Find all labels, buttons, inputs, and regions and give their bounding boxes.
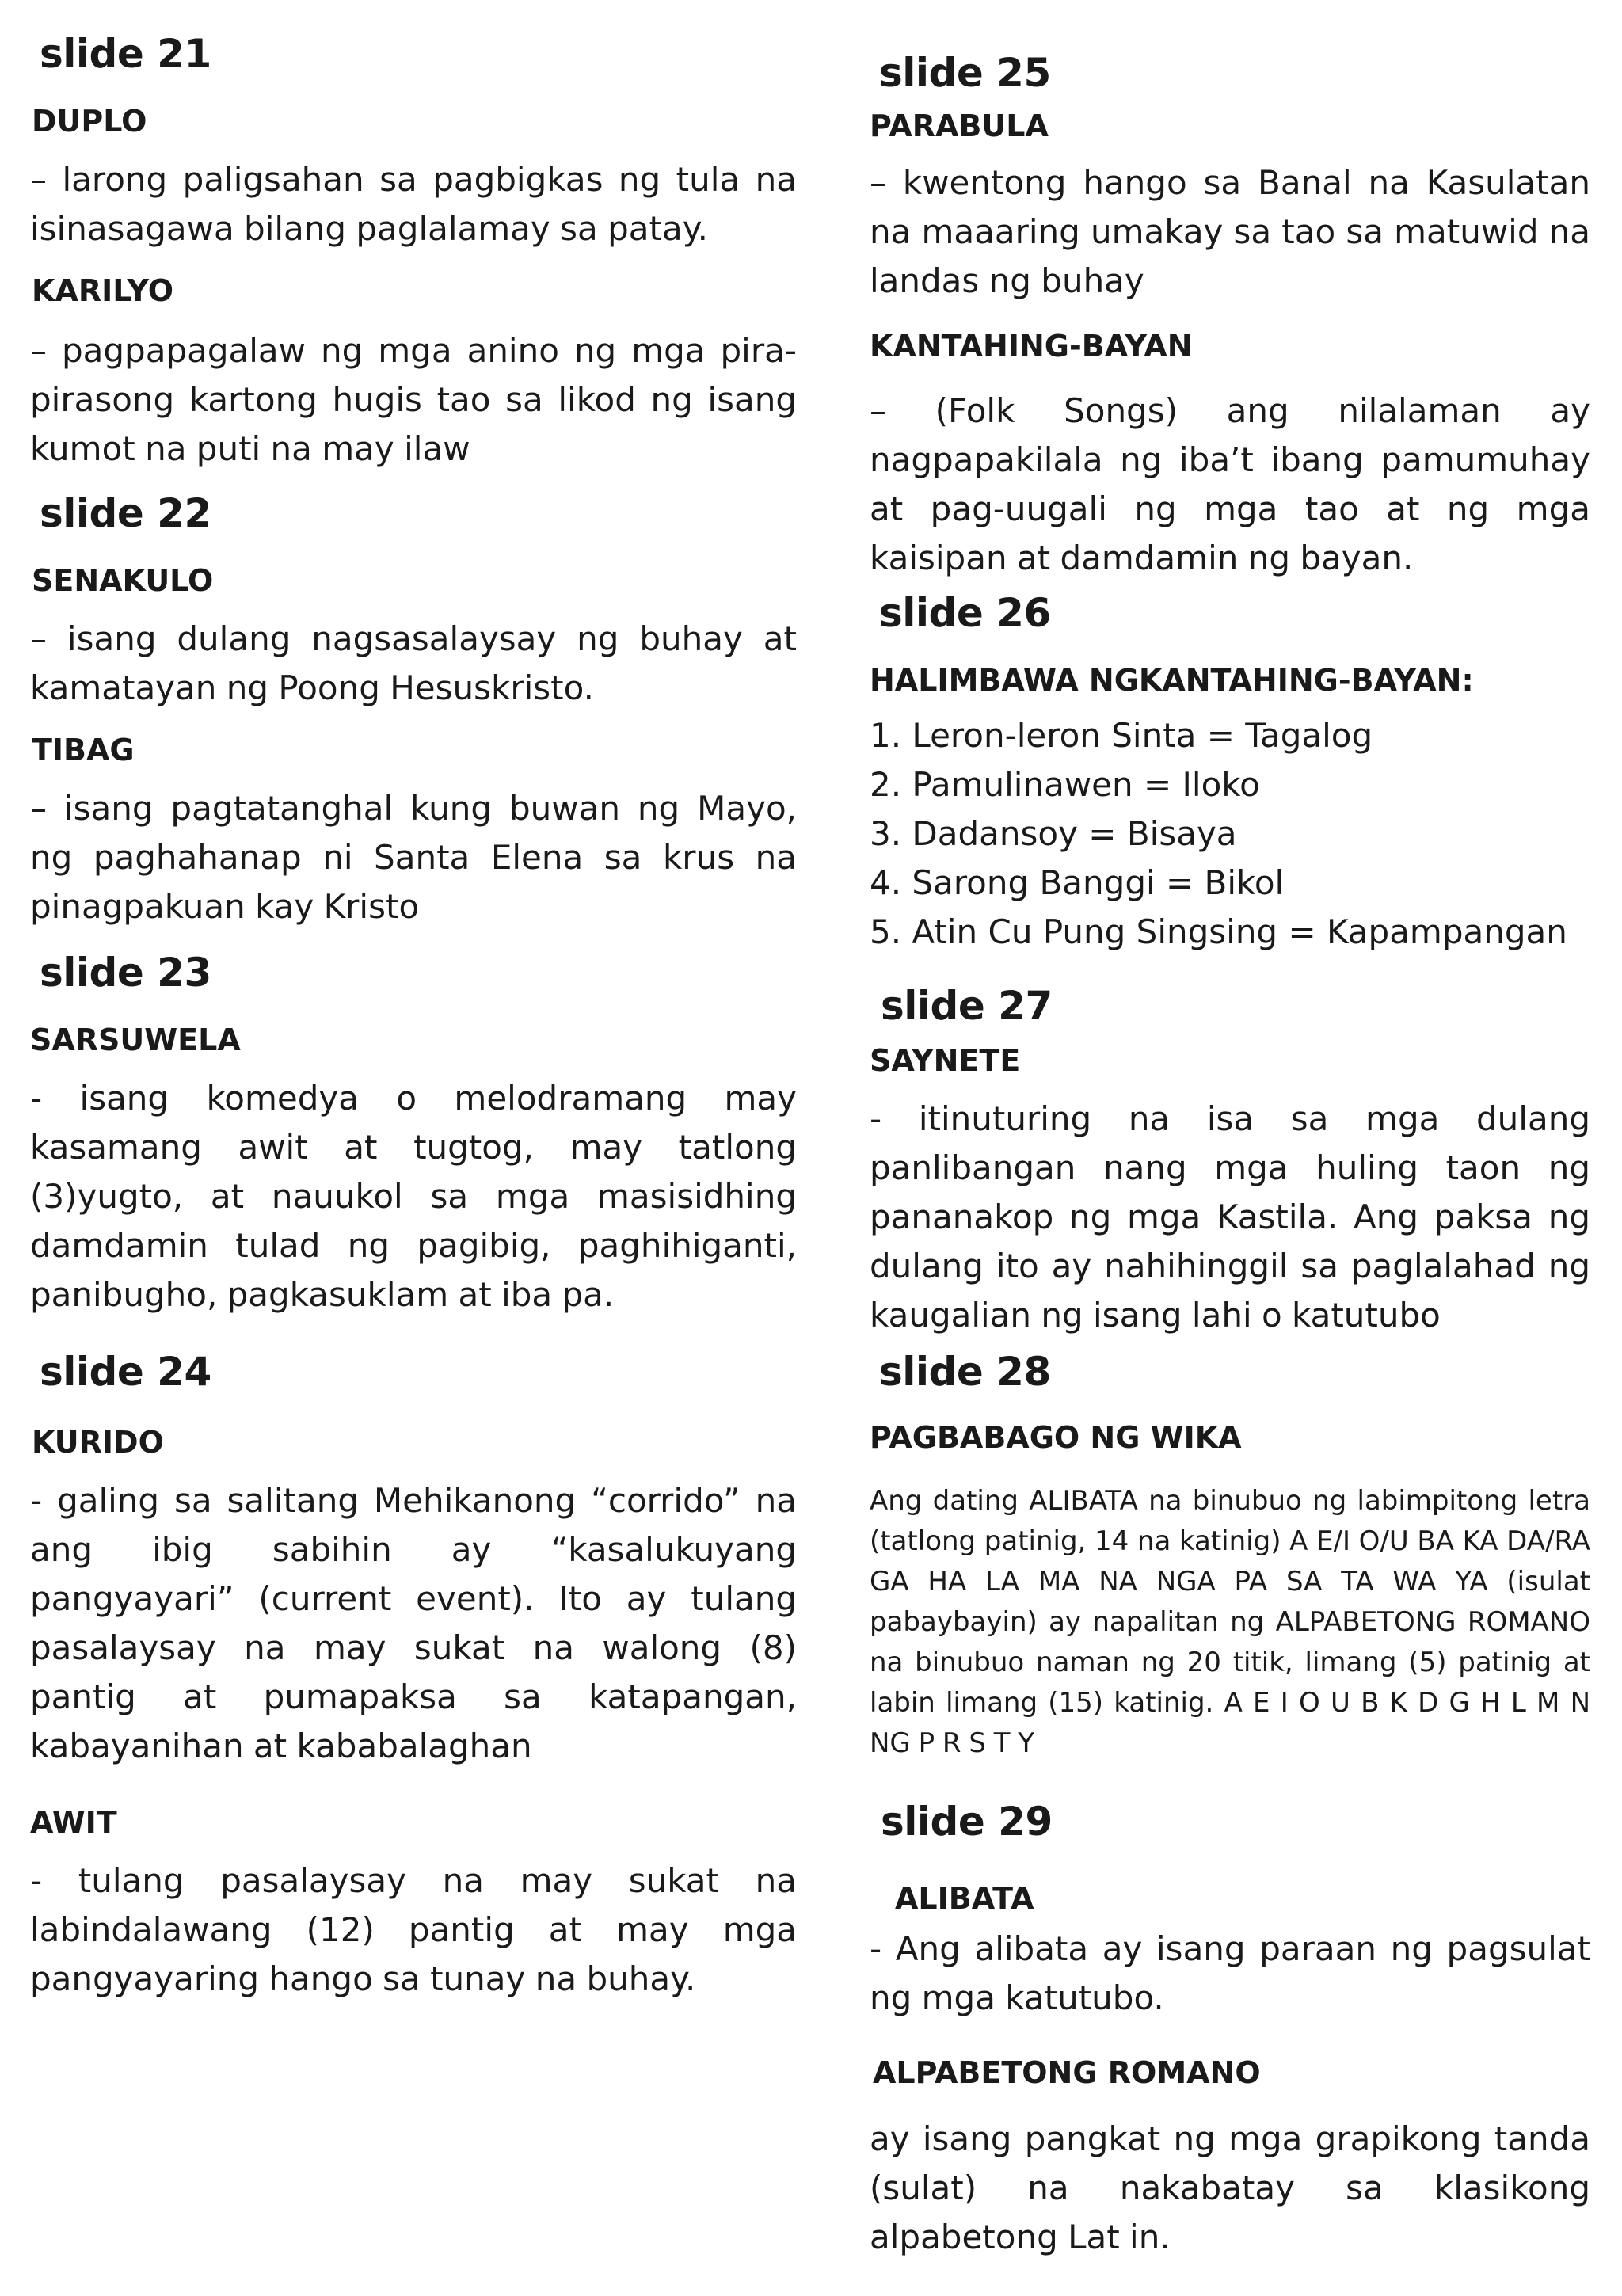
slide-24-title: slide 24	[40, 1349, 211, 1395]
senakulo-definition: – isang dulang nagsasalaysay ng buhay at kamatayan ng Poong Hesuskristo.	[30, 619, 797, 707]
slide-21-title: slide 21	[40, 31, 211, 77]
slide-26-title: slide 26	[879, 590, 1051, 636]
halimbawa-term: HALIMBAWA NGKANTAHING-BAYAN:	[870, 663, 1474, 698]
tibag-term: TIBAG	[32, 733, 135, 767]
parabula-term: PARABULA	[870, 109, 1049, 143]
list-item: 5. Atin Cu Pung Singsing = Kapampangan	[870, 912, 1567, 951]
kurido-definition: - galing sa salitang Mehikanong “corrido” na ang ibig sabihin ay “kasalukuyang pangyayari” (current event). Ito ay tulang pasalaysay na may sukat na walong (8) pantig at pumapaksa sa katapangan, kabayanihan at kababalaghan	[30, 1481, 797, 1765]
duplo-definition: – larong paligsahan sa pagbigkas ng tula na isinasagawa bilang paglalamay sa patay.	[30, 160, 797, 248]
tibag-definition: – isang pagtatanghal kung buwan ng Mayo, ng paghahanap ni Santa Elena sa krus na pinagpakuan kay Kristo	[30, 789, 797, 926]
kurido-term: KURIDO	[32, 1425, 164, 1460]
awit-term: AWIT	[30, 1805, 117, 1840]
awit-definition: - tulang pasalaysay na may sukat na labindalawang (12) pantig at may mga pangyayaring hango sa tunay na buhay.	[30, 1861, 797, 1998]
list-item: 2. Pamulinawen = Iloko	[870, 765, 1260, 804]
senakulo-term: SENAKULO	[32, 563, 214, 598]
slide-29-title: slide 29	[881, 1799, 1053, 1845]
sarsuwela-definition: - isang komedya o melodramang may kasamang awit at tugtog, may tatlong (3)yugto, at nauukol sa mga masisidhing damdamin tulad ng pagibig, paghihiganti, panibugho, pagkasuklam at iba pa.	[30, 1079, 797, 1314]
slide-28-title: slide 28	[879, 1349, 1051, 1395]
kantahing-bayan-term: KANTAHING-BAYAN	[870, 329, 1193, 364]
pagbabago-term: PAGBABAGO NG WIKA	[870, 1420, 1242, 1455]
saynete-definition: - itinuturing na isa sa mga dulang panlibangan nang mga huling taon ng pananakop ng mga Kastila. Ang paksa ng dulang ito ay nahihinggil sa paglalahad ng kaugalian ng isang lahi o katutubo	[870, 1099, 1590, 1335]
slide-23-title: slide 23	[40, 950, 211, 996]
alibata-definition: - Ang alibata ay isang paraan ng pagsulat ng mga katutubo.	[870, 1929, 1590, 2017]
parabula-definition: – kwentong hango sa Banal na Kasulatan na maaaring umakay sa tao sa matuwid na landas ng buhay	[870, 163, 1590, 300]
list-item: 1. Leron-leron Sinta = Tagalog	[870, 716, 1373, 755]
slide-27-title: slide 27	[881, 983, 1053, 1029]
karilyo-definition: – pagpapagalaw ng mga anino ng mga pira-pirasong kartong hugis tao sa likod ng isang kumot na puti na may ilaw	[30, 331, 797, 468]
karilyo-term: KARILYO	[32, 273, 174, 308]
sarsuwela-term: SARSUWELA	[30, 1022, 241, 1057]
list-item: 4. Sarong Banggi = Bikol	[870, 863, 1285, 902]
saynete-term: SAYNETE	[870, 1043, 1021, 1078]
alibata-term: ALIBATA	[895, 1881, 1034, 1916]
kantahing-bayan-definition: – (Folk Songs) ang nilalaman ay nagpapakilala ng iba’t ibang pamumuhay at pag-uugali ng mga tao at ng mga kaisipan at damdamin ng bayan.	[870, 391, 1590, 577]
slide-25-title: slide 25	[879, 50, 1051, 96]
kantahing-bayan-list	[870, 711, 1567, 957]
pagbabago-definition: Ang dating ALIBATA na binubuo ng labimpitong letra (tatlong patinig, 14 na katinig) A E/I O/U BA KA DA/RA GA HA LA MA NA NGA PA SA TA WA YA (isulat pabaybayin) ay napalitan ng ALPABETONG ROMANO na binubuo naman ng 20 titik, limang (5) patinig at labin limang (15) katinig. A E I O U B K D G H L M N NG P R S T Y	[870, 1485, 1590, 1759]
list-item: 3. Dadansoy = Bisaya	[870, 814, 1237, 853]
slide-22-title: slide 22	[40, 490, 211, 536]
alpabetong-romano-definition: ay isang pangkat ng mga grapikong tanda (sulat) na nakabatay sa klasikong alpabetong Lat in.	[870, 2119, 1590, 2256]
duplo-term: DUPLO	[32, 104, 147, 139]
alpabetong-romano-term: ALPABETONG ROMANO	[873, 2055, 1261, 2090]
